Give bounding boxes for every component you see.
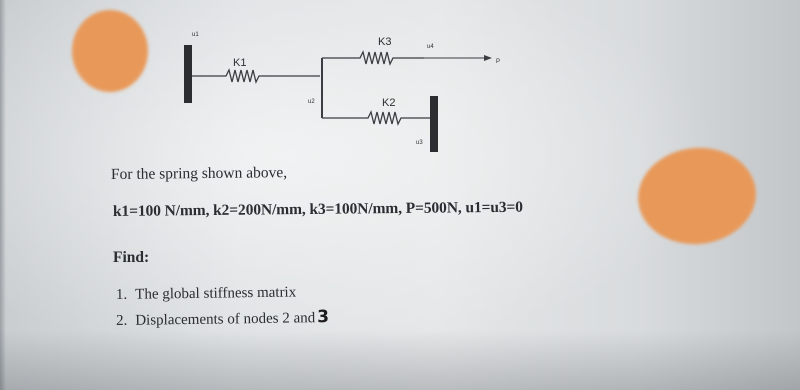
right-fixed-wall: [430, 96, 438, 152]
handwritten-node-number: 3: [317, 307, 330, 328]
task-text: The global stiffness matrix: [135, 284, 297, 303]
load-arrow-head: [484, 55, 492, 61]
left-fixed-wall: [184, 45, 192, 103]
label-k3: K3: [378, 36, 392, 48]
task-number: 1.: [115, 286, 128, 303]
redaction-blob-left: [72, 10, 148, 92]
find-heading: Find:: [113, 249, 150, 266]
task-item: [116, 284, 296, 304]
given-values: k1=100 N/mm, k2=200N/mm, k3=100N/mm, P=500N, u1=u3=0: [112, 198, 523, 220]
spring-k3: [322, 52, 424, 64]
label-k2: K2: [382, 97, 396, 109]
task-text: Displacements of nodes 2 and: [135, 310, 316, 329]
spring-k2: [322, 112, 430, 124]
label-u4: u4: [427, 44, 434, 50]
label-u1: u1: [192, 32, 199, 38]
problem-statement: For the spring shown above,: [110, 164, 288, 183]
bottom-shadow: [0, 330, 800, 390]
label-u2: u2: [308, 99, 315, 105]
spring-k1: [192, 70, 320, 82]
label-u3: u3: [416, 140, 423, 146]
label-p: P: [496, 59, 501, 65]
task-item: [116, 307, 329, 330]
label-k1: K1: [233, 57, 247, 69]
task-number: 2.: [115, 312, 128, 329]
